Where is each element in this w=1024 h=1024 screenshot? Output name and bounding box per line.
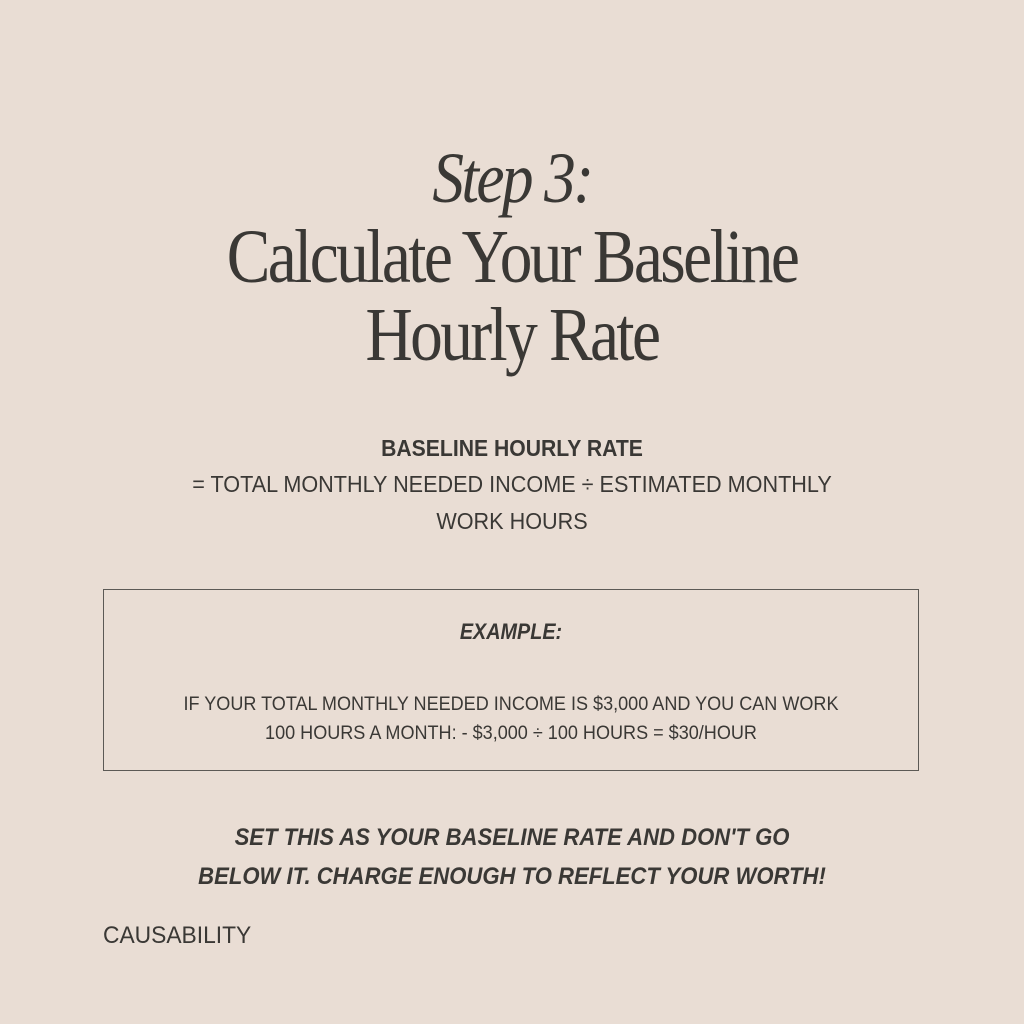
example-text (124, 690, 897, 748)
formula-line-2: WORK HOURS (436, 508, 588, 534)
example-box (103, 589, 919, 771)
step-label: Step 3: (432, 138, 592, 218)
formula-line-1: = TOTAL MONTHLY NEEDED INCOME ÷ ESTIMATED MONTHLY (192, 471, 832, 497)
example-label: EXAMPLE: (459, 619, 563, 644)
formula-heading: BASELINE HOURLY RATE (381, 435, 643, 461)
cta-line-1: SET THIS AS YOUR BASELINE RATE AND DON'T GO (234, 824, 790, 851)
example-line-1: IF YOUR TOTAL MONTHLY NEEDED INCOME IS $3,000 AND YOU CAN WORK (183, 694, 839, 715)
formula-section (0, 432, 1024, 540)
cta-line-2: BELOW IT. CHARGE ENOUGH TO REFLECT YOUR WORTH! (198, 863, 826, 890)
brand-name: CAUSABILITY (103, 922, 252, 949)
call-to-action (0, 818, 1024, 896)
title-line-1: Calculate Your Baseline (226, 215, 798, 299)
page-title (0, 138, 1024, 377)
formula-text (136, 466, 888, 540)
example-line-2: 100 HOURS A MONTH: - $3,000 ÷ 100 HOURS = $30/HOUR (265, 723, 757, 744)
title-line-2: Hourly Rate (365, 293, 659, 377)
